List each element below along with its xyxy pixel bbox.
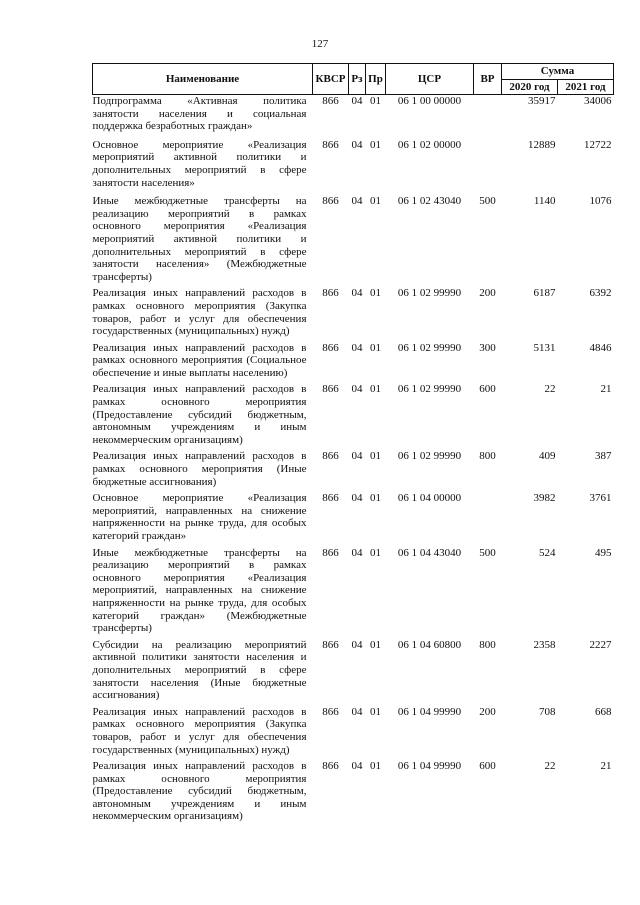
table-row bbox=[93, 635, 614, 702]
row-sum-2020: 1140 bbox=[533, 195, 556, 208]
row-csr: 06 1 00 00000 bbox=[397, 95, 462, 107]
table-row bbox=[93, 338, 614, 380]
row-vr: 500 bbox=[479, 195, 496, 208]
row-kvsr: 866 bbox=[322, 760, 339, 773]
row-vr: 600 bbox=[479, 760, 496, 773]
row-rz: 04 bbox=[351, 546, 363, 559]
row-csr: 06 1 02 99990 bbox=[397, 287, 462, 300]
row-kvsr: 866 bbox=[322, 705, 339, 718]
row-sum-2020: 524 bbox=[539, 546, 556, 559]
table-body bbox=[93, 95, 614, 824]
row-pr: 01 bbox=[370, 341, 381, 354]
row-name: Подпрограмма «Активная политика занятости населения и социальная поддержка безработных граждан» bbox=[92, 95, 307, 133]
row-name: Основное мероприятие «Реализация мероприятий активной политики и дополнительных мероприятий в сфере занятости населения» bbox=[92, 138, 307, 189]
row-sum-2021: 34006 bbox=[584, 95, 612, 107]
row-sum-2020: 22 bbox=[544, 760, 556, 773]
header-rz: Рз bbox=[349, 64, 366, 95]
row-kvsr: 866 bbox=[322, 138, 339, 151]
header-sum: Сумма bbox=[502, 64, 614, 80]
budget-table bbox=[92, 63, 614, 823]
row-pr: 01 bbox=[370, 492, 381, 505]
row-vr bbox=[474, 133, 502, 189]
row-sum-2021: 4846 bbox=[589, 341, 612, 354]
table-row bbox=[93, 702, 614, 756]
row-vr: 800 bbox=[479, 450, 496, 463]
row-name: Иные межбюджетные трансферты на реализацию мероприятий в рамках основного мероприятия «Реализация мероприятий активной политики и дополнительных мероприятий в сфере занятости населения» (Межбюджетные трансферты) bbox=[92, 195, 307, 283]
row-vr: 800 bbox=[479, 638, 496, 651]
row-kvsr: 866 bbox=[322, 195, 339, 208]
row-sum-2021: 387 bbox=[595, 450, 612, 463]
row-sum-2020: 35917 bbox=[528, 95, 556, 107]
row-sum-2021: 3761 bbox=[589, 492, 612, 505]
table-row bbox=[93, 283, 614, 337]
row-rz: 04 bbox=[351, 95, 363, 107]
row-sum-2020: 409 bbox=[539, 450, 556, 463]
row-csr: 06 1 04 00000 bbox=[397, 492, 462, 505]
row-csr: 06 1 02 43040 bbox=[397, 195, 462, 208]
row-sum-2020: 22 bbox=[544, 383, 556, 396]
page-number: 127 bbox=[311, 38, 329, 50]
row-pr: 01 bbox=[370, 138, 381, 151]
row-kvsr: 866 bbox=[322, 546, 339, 559]
row-rz: 04 bbox=[351, 450, 363, 463]
row-sum-2020: 3982 bbox=[533, 492, 556, 505]
row-vr: 300 bbox=[479, 341, 496, 354]
row-name: Реализация иных направлений расходов в рамках основного мероприятия (Предоставление субсидий бюджетным, автономным учреждениям и иным некоммерческим организациям) bbox=[92, 760, 307, 823]
row-pr: 01 bbox=[370, 546, 381, 559]
row-vr bbox=[474, 488, 502, 542]
row-sum-2021: 2227 bbox=[589, 638, 612, 651]
header-year-2021: 2021 год bbox=[558, 80, 614, 95]
row-kvsr: 866 bbox=[322, 450, 339, 463]
row-sum-2021: 668 bbox=[595, 705, 612, 718]
row-name: Субсидии на реализацию мероприятий активной политики занятости населения и дополнительных мероприятий в сфере занятости населения (Иные бюджетные ассигнования) bbox=[92, 638, 307, 702]
row-csr: 06 1 04 60800 bbox=[397, 638, 462, 651]
row-rz: 04 bbox=[351, 341, 363, 354]
header-csr: ЦСР bbox=[386, 64, 474, 95]
header-year-2020: 2020 год bbox=[502, 80, 558, 95]
row-vr: 200 bbox=[479, 287, 496, 300]
row-kvsr: 866 bbox=[322, 383, 339, 396]
row-pr: 01 bbox=[370, 195, 381, 208]
row-sum-2021: 495 bbox=[595, 546, 612, 559]
row-sum-2020: 6187 bbox=[533, 287, 556, 300]
row-rz: 04 bbox=[351, 383, 363, 396]
row-sum-2021: 12722 bbox=[584, 138, 612, 151]
row-sum-2020: 5131 bbox=[533, 341, 556, 354]
row-sum-2020: 2358 bbox=[533, 638, 556, 651]
row-pr: 01 bbox=[370, 450, 381, 463]
row-kvsr: 866 bbox=[322, 638, 339, 651]
table-row bbox=[93, 756, 614, 823]
row-vr: 600 bbox=[479, 383, 496, 396]
row-csr: 06 1 02 99990 bbox=[397, 341, 462, 354]
row-pr: 01 bbox=[370, 760, 381, 773]
row-vr bbox=[474, 95, 502, 133]
row-sum-2021: 21 bbox=[600, 760, 612, 773]
row-rz: 04 bbox=[351, 138, 363, 151]
row-rz: 04 bbox=[351, 492, 363, 505]
row-sum-2021: 1076 bbox=[589, 195, 612, 208]
row-csr: 06 1 04 43040 bbox=[397, 546, 462, 559]
row-pr: 01 bbox=[370, 705, 381, 718]
table-row bbox=[93, 543, 614, 635]
row-sum-2020: 12889 bbox=[528, 138, 556, 151]
row-rz: 04 bbox=[351, 638, 363, 651]
row-name: Реализация иных направлений расходов в рамках основного мероприятия (Предоставление субсидий бюджетным, автономным учреждениям и иным некоммерческим организациям) bbox=[92, 383, 307, 446]
row-sum-2021: 21 bbox=[600, 383, 612, 396]
row-pr: 01 bbox=[370, 638, 381, 651]
row-name: Реализация иных направлений расходов в рамках основного мероприятия (Социальное обеспечение и иные выплаты населению) bbox=[92, 341, 307, 379]
header-name: Наименование bbox=[93, 64, 313, 95]
row-kvsr: 866 bbox=[322, 341, 339, 354]
table-row bbox=[93, 133, 614, 189]
row-vr: 200 bbox=[479, 705, 496, 718]
table-row bbox=[93, 189, 614, 283]
row-name: Реализация иных направлений расходов в рамках основного мероприятия (Закупка товаров, работ и услуг для обеспечения государственных (муниципальных) нужд) bbox=[92, 287, 307, 338]
row-sum-2020: 708 bbox=[539, 705, 556, 718]
row-kvsr: 866 bbox=[322, 95, 339, 107]
header-pr: Пр bbox=[366, 64, 386, 95]
row-csr: 06 1 02 99990 bbox=[397, 450, 462, 463]
row-rz: 04 bbox=[351, 287, 363, 300]
row-name: Реализация иных направлений расходов в рамках основного мероприятия (Закупка товаров, работ и услуг для обеспечения государственных (муниципальных) нужд) bbox=[92, 705, 307, 756]
row-name: Реализация иных направлений расходов в рамках основного мероприятия (Иные бюджетные ассигнования) bbox=[92, 450, 307, 488]
table-row bbox=[93, 95, 614, 133]
row-vr: 500 bbox=[479, 546, 496, 559]
header-vr: ВР bbox=[474, 64, 502, 95]
table-row bbox=[93, 379, 614, 446]
row-kvsr: 866 bbox=[322, 287, 339, 300]
table-header bbox=[93, 64, 614, 95]
row-pr: 01 bbox=[370, 287, 381, 300]
row-sum-2021: 6392 bbox=[589, 287, 612, 300]
row-csr: 06 1 02 00000 bbox=[397, 138, 462, 151]
row-rz: 04 bbox=[351, 760, 363, 773]
row-csr: 06 1 04 99990 bbox=[397, 760, 462, 773]
row-pr: 01 bbox=[370, 95, 381, 107]
row-rz: 04 bbox=[351, 195, 363, 208]
row-csr: 06 1 04 99990 bbox=[397, 705, 462, 718]
row-csr: 06 1 02 99990 bbox=[397, 383, 462, 396]
row-name: Основное мероприятие «Реализация мероприятий, направленных на снижение напряженности на рынке труда, для особых категорий граждан» bbox=[92, 492, 307, 542]
row-kvsr: 866 bbox=[322, 492, 339, 505]
row-name: Иные межбюджетные трансферты на реализацию мероприятий в рамках основного мероприятия «Реализация мероприятий, направленных на снижение напряженности на рынке труда, для особых категорий граждан» (Межбюджетные трансферты) bbox=[92, 546, 307, 635]
table-row bbox=[93, 488, 614, 542]
row-pr: 01 bbox=[370, 383, 381, 396]
row-rz: 04 bbox=[351, 705, 363, 718]
table-row bbox=[93, 446, 614, 488]
header-kvsr: КВСР bbox=[313, 64, 349, 95]
